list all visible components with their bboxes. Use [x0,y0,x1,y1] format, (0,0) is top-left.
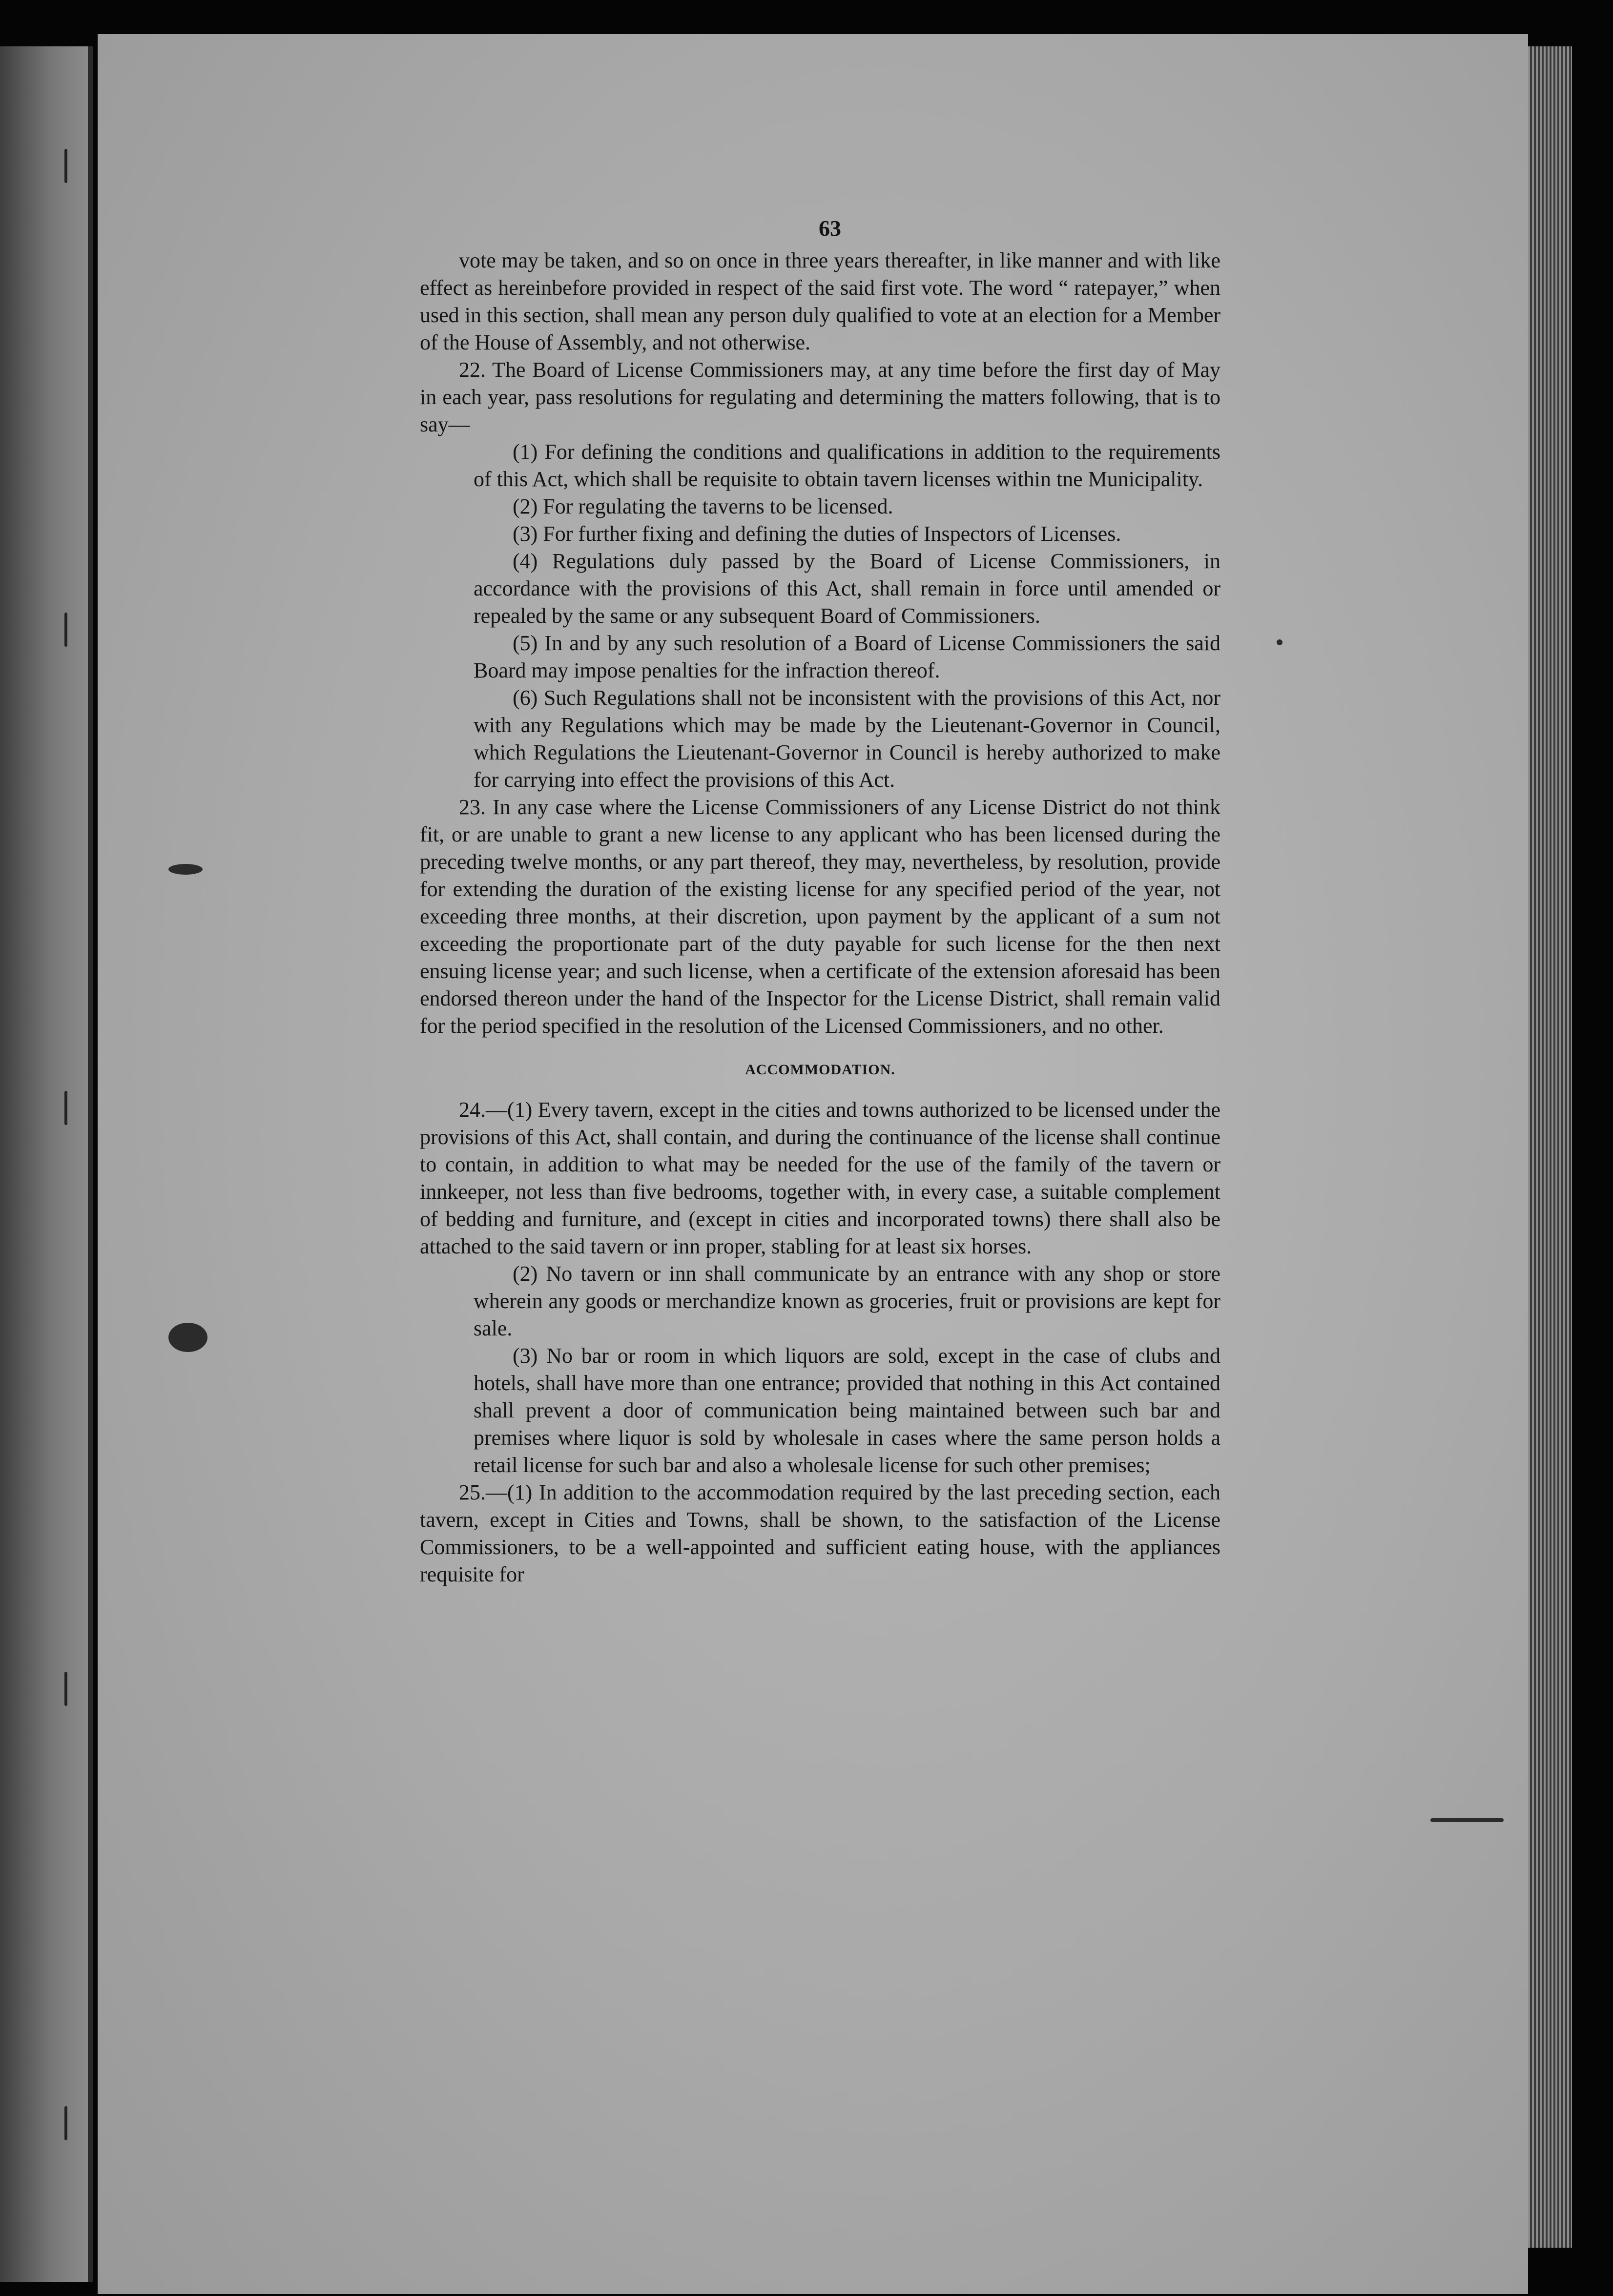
numbered-clause: (3) For further fixing and defining the duties of Inspectors of Licenses. [513,522,1121,546]
ink-streak [1430,1818,1504,1822]
binding-stitch [64,1091,67,1125]
document-text [420,215,1220,1588]
section-paragraph: 23. In any case where the License Commissioners of any License District do not think fit, or are unable to grant a new license to any applicant who has been licensed during the preceding twelve months, or any part thereof, they may, nevertheless, by resolution, provide for extending the duration of the existing license for any specified period of the year, not exceeding three months, at their discretion, upon payment by the applicant of a sum not exceeding the proportionate part of the duty payable for such license for the then next ensuing license year; and such license, when a certificate of the extension aforesaid has been endorsed thereon under the hand of the Inspector for the License District, shall remain valid for the period specified in the resolution of the Licensed Commissioners, and no other. [420,795,1220,1038]
numbered-clause: (2) No tavern or inn shall communicate by an entrance with any shop or store wherein any goods or merchandize known as groceries, fruit or provisions are kept for sale. [474,1262,1220,1340]
numbered-clause: (5) In and by any such resolution of a Board of License Commissioners the said Board may impose penalties for the infraction thereof. [474,631,1220,682]
body-section-before-heading [420,247,1220,1040]
binding-stitch [64,2106,67,2140]
binding-stitch [64,613,67,647]
page-number: 63 [819,216,841,241]
section-paragraph: 24.—(1) Every tavern, except in the cities and towns authorized to be licensed under the provisions of this Act, shall contain, and during the continuance of the license shall continue to contain, in addition to what may be needed for the use of the family of the tavern or innkeeper, not less than five bedrooms, together with, in every case, a suitable complement of bedding and furniture, and (except in cities and incorporated towns) there shall also be attached to the said tavern or inn proper, stabling for at least six horses. [420,1098,1220,1258]
stacked-page-edges [1528,46,1572,2248]
ink-smudge [168,864,203,875]
ink-speck [1277,639,1282,645]
section-paragraph: 22. The Board of License Commissioners may, at any time before the first day of May in each year, pass resolutions for regulating and determining the matters following, that is to say— [420,358,1220,436]
binding-shadow [88,46,93,2282]
body-section-after-heading [420,1096,1220,1588]
facing-page-edge [0,46,93,2282]
numbered-clause: (4) Regulations duly passed by the Board of License Commissioners, in accordance with the provisions of this Act, shall remain in force until amended or repealed by the same or any subsequent Board of Commissioners. [474,549,1220,628]
ink-smudge [168,1323,207,1352]
section-paragraph: vote may be taken, and so on once in three years thereafter, in like manner and with like effect as hereinbefore provided in respect of the said first vote. The word “ ratepayer,” when used in this section, shall mean any person duly qualified to vote at an election for a Member of the House of Assembly, and not otherwise. [420,248,1220,354]
numbered-clause: (6) Such Regulations shall not be inconsistent with the provisions of this Act, nor with any Regulations which may be made by the Lieutenant-Governor in Council, which Regulations the Lieutenant-Governor in Council is hereby authorized to make for carrying into effect the provisions of this Act. [474,686,1220,792]
numbered-clause: (2) For regulating the taverns to be licensed. [513,494,893,518]
section-heading: ACCOMMODATION. [745,1062,895,1078]
binding-stitch [64,149,67,183]
binding-stitch [64,1672,67,1706]
section-paragraph: 25.—(1) In addition to the accommodation required by the last preceding section, each tavern, except in Cities and Towns, shall be shown, to the satisfaction of the License Commissioners, to be a well-appointed and sufficient eating house, with the appliances requisite for [420,1480,1220,1586]
numbered-clause: (3) No bar or room in which liquors are sold, except in the case of clubs and hotels, shall have more than one entrance; provided that nothing in this Act contained shall prevent a door of communication being maintained between such bar and premises where liquor is sold by wholesale in cases where the same person holds a retail license for such bar and also a wholesale license for such other premises; [474,1344,1220,1477]
numbered-clause: (1) For defining the conditions and qualifications in addition to the requirements of this Act, which shall be requisite to obtain tavern licenses within tne Municipality. [474,440,1220,491]
